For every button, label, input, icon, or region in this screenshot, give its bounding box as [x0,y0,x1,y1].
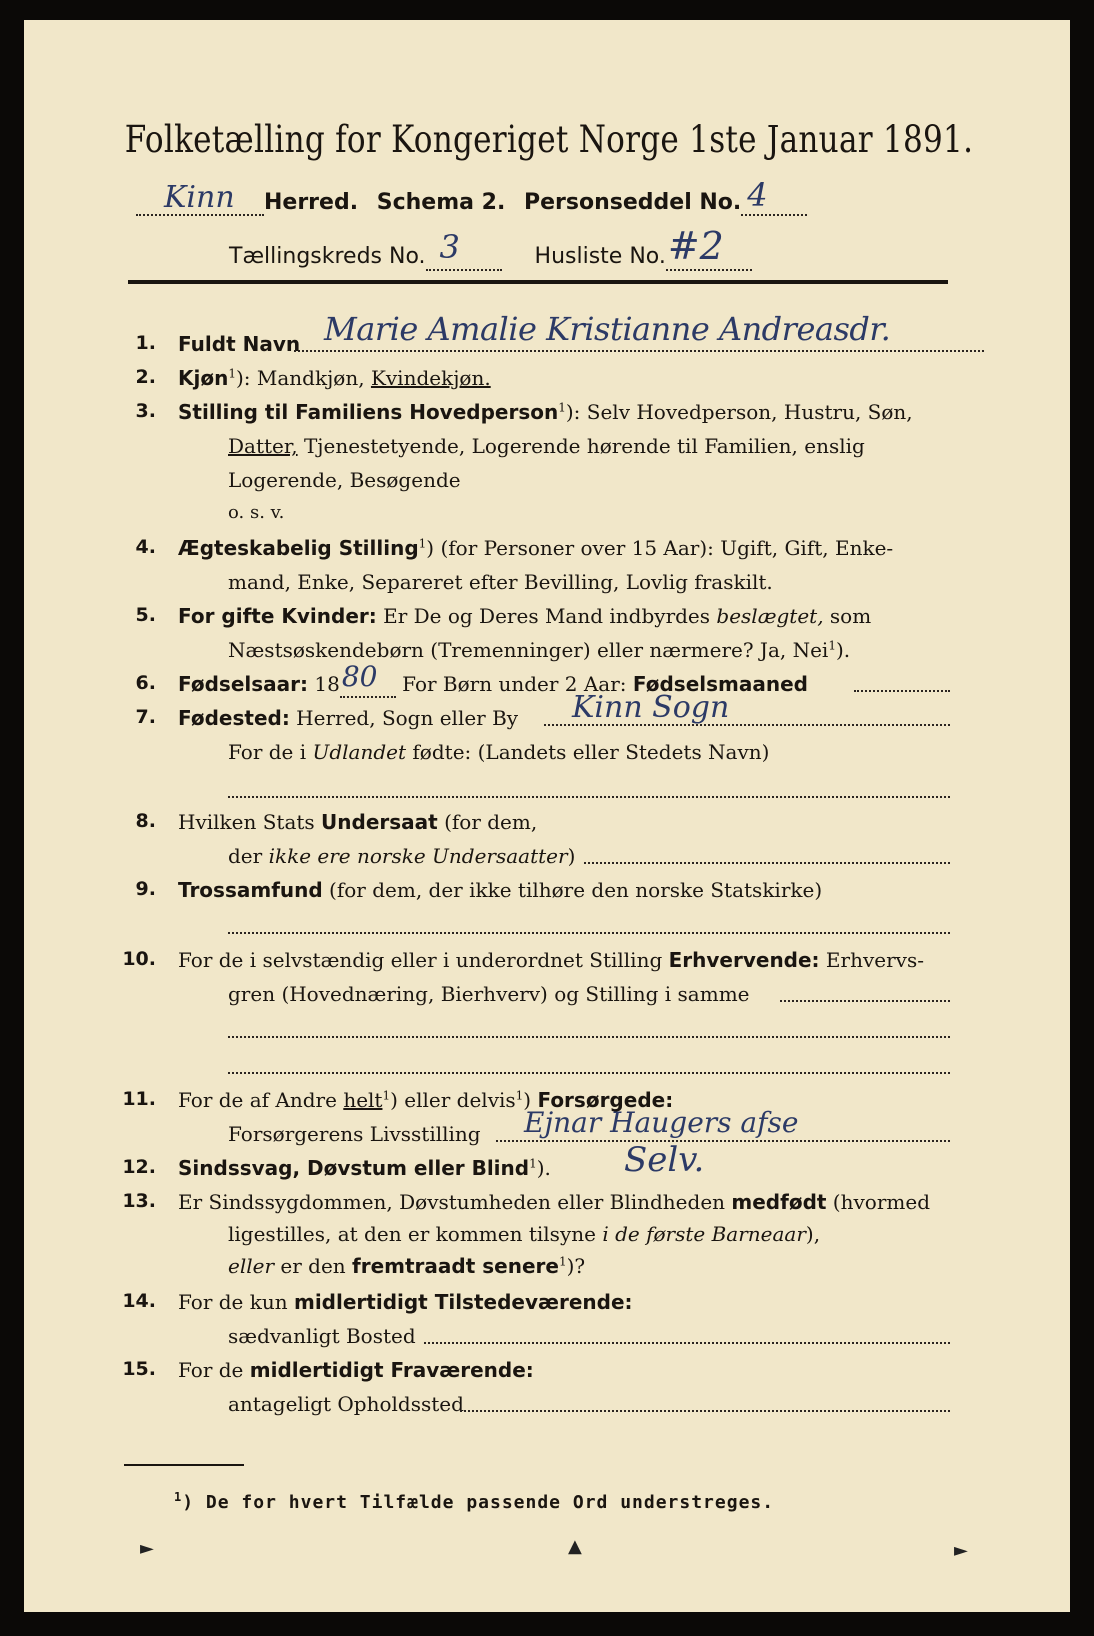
q12-text: ). [536,1156,551,1180]
q9-text: (for dem, der ikke tilhøre den norske Statskirke) [322,878,823,902]
q11-sup2: 1 [515,1088,524,1103]
q15-text1a: For de [178,1358,250,1382]
herred-label: Herred. [264,190,359,215]
q10-label: Erhvervende: [668,948,820,972]
q13-label3: fremtraadt senere [352,1254,559,1278]
q13-italic2: eller [228,1254,275,1278]
q1-dotted-line [294,350,984,352]
q13-sup: 1 [558,1254,567,1269]
q5-sup: 1 [828,638,836,653]
q15-label: midlertidigt Fraværende: [249,1358,534,1382]
q10-answer-line1 [228,1036,950,1038]
q3-number: 3. [135,400,156,422]
q10-number: 10. [122,948,156,970]
q7-label: Fødested: [178,706,290,730]
q13-text3a: er den [274,1254,353,1278]
q7-line1 [178,706,518,730]
q11-handwriting: Ejnar Haugers afse [524,1106,799,1139]
q5-italic: beslægtet, [716,604,824,628]
q10-dotted-line [780,1000,950,1002]
q11-text1b: ) eller delvis [390,1088,516,1112]
q10-answer-line2 [228,1072,950,1074]
q3-underlined-option: Datter, [228,434,298,458]
herred-line [136,176,807,216]
q11-line2: Forsørgerens Livsstilling [228,1122,481,1146]
q13-line3 [228,1254,585,1278]
q14-line1 [178,1290,633,1314]
q5-number: 5. [135,604,156,626]
q9-number: 9. [135,878,156,900]
q2-number: 2. [135,366,156,388]
q2-underlined-option: Kvindekjøn. [370,366,491,390]
q14-number: 14. [122,1290,156,1312]
q7-number: 7. [135,706,156,728]
q10-line1 [178,948,924,972]
q8-number: 8. [135,810,156,832]
q7-text2a: For de i [228,740,313,764]
husliste-handwriting: #2 [667,224,724,268]
q13-text2a: ligestilles, at den er kommen tilsyne [228,1222,603,1246]
q4-sup: 1 [418,536,427,551]
q3-label: Stilling til Familiens Hovedperson [178,400,559,424]
q7-italic: Udlandet [312,740,407,764]
q3-sup: 1 [558,400,566,415]
header-rule [128,280,948,284]
q9-label: Trossamfund [178,878,323,902]
q14-dotted-line [424,1342,950,1344]
q10-line2: gren (Hovednæring, Bierhverv) og Stilling i samme [228,982,750,1006]
q15-number: 15. [122,1358,156,1380]
census-form [24,20,1070,1612]
q15-dotted-line [460,1410,950,1412]
q11-dotted-line [496,1140,950,1142]
q7-handwriting-place: Kinn Sogn [572,690,730,725]
q12-sup: 1 [529,1156,537,1171]
q14-text1a: For de kun [178,1290,294,1314]
q4-line2: mand, Enke, Separeret efter Bevilling, Lovlig fraskilt. [228,570,773,594]
kreds-label: Tællingskreds No. [229,244,426,269]
q13-text2b: ), [805,1222,821,1246]
q2-text [178,366,491,390]
q9-line [178,878,822,902]
q3-line2 [228,434,865,458]
q12-handwriting: Selv. [624,1140,705,1180]
register-mark-center-icon: ▲ [568,1536,582,1557]
q6-text: For Børn under 2 Aar: [395,672,633,696]
q11-text1a: For de af Andre [178,1088,344,1112]
footnote-rule [124,1464,244,1466]
q11-text1c: ) [523,1088,538,1112]
q13-number: 13. [122,1190,156,1212]
q8-text1b: (for dem, [437,810,538,834]
q2-options: ): Mandkjøn, [235,366,371,390]
register-mark-right-icon: ► [954,1540,968,1561]
q11-number: 11. [122,1088,156,1110]
q8-dotted-line [584,862,950,864]
q8-text1a: Hvilken Stats [178,810,322,834]
q1-number: 1. [135,332,156,354]
q7-line2 [228,740,769,764]
q12-label: Sindssvag, Døvstum eller Blind [178,1156,530,1180]
q11-label: Forsørgede: [537,1088,674,1112]
form-title: Folketælling for Kongeriget Norge 1ste Januar 1891. [124,118,974,161]
q11-sup: 1 [382,1088,391,1103]
kreds-handwriting: 3 [439,228,460,266]
q8-italic: ikke ere norske Undersaatter [268,844,568,868]
q2-label: Kjøn [178,366,229,390]
schema-label: Schema 2. [376,190,506,215]
q9-answer-line [228,932,950,934]
q4-line1 [178,536,893,560]
footnote-text: ) De for hvert Tilfælde passende Ord understreges. [182,1492,775,1513]
q5-text1a: Er De og Deres Mand indbyrdes [376,604,717,628]
register-mark-left-icon: ► [140,1538,154,1559]
q6-year-handwriting: 80 [341,660,378,693]
q6-label2: Fødselsmaaned [632,672,808,696]
q13-text3b: )? [566,1254,586,1278]
q13-text1a: Er Sindssygdommen, Døvstumheden eller Blindheden [178,1190,732,1214]
q5-text2: Næstsøskendebørn (Tremenninger) eller nærmere? Ja, Nei [228,638,829,662]
q15-line1 [178,1358,534,1382]
q8-label: Undersaat [321,810,438,834]
q8-text2a: der [228,844,269,868]
q6-dotted-line [854,690,950,692]
q11-underlined: helt [343,1088,383,1112]
q13-line1 [178,1190,930,1214]
q2-sup: 1 [228,366,236,381]
q3-text1: ): Selv Hovedperson, Hustru, Søn, [565,400,913,424]
husliste-label: Husliste No. [534,244,666,269]
q5-line2 [228,638,850,662]
q12-line [178,1156,551,1180]
q3-text2: Tjenestetyende, Logerende hørende til Familien, enslig [297,434,865,458]
personseddel-label: Personseddel No. [524,190,742,215]
q13-italic: i de første Barneaar [602,1222,806,1246]
q7-text1: Herred, Sogn eller By [289,706,519,730]
q7-text2b: fødte: (Landets eller Stedets Navn) [406,740,770,764]
q5-line1 [178,604,871,628]
q4-text1: ) (for Personer over 15 Aar): Ugift, Gift, Enke- [426,536,894,560]
q6-number: 6. [135,672,156,694]
q13-label: medfødt [731,1190,827,1214]
kreds-line [229,224,752,271]
footnote-sup: 1 [174,1490,183,1504]
q8-line1 [178,810,537,834]
q12-number: 12. [122,1156,156,1178]
q3-line1 [178,400,913,424]
q6-label: Fødselsaar: [178,672,308,696]
q10-text1a: For de i selvstændig eller i underordnet Stilling [178,948,669,972]
q7-answer-line [228,796,950,798]
q10-text1b: Erhvervs- [819,948,924,972]
q3-line4: o. s. v. [228,502,285,523]
q15-line2: antageligt Opholdssted [228,1392,464,1416]
q1-handwriting-name: Marie Amalie Kristianne Andreasdr. [324,310,891,348]
q6-year-prefix: 18 [308,672,340,696]
q14-line2: sædvanligt Bosted [228,1324,416,1348]
personseddel-handwriting: 4 [747,176,768,214]
q4-number: 4. [135,536,156,558]
q5-label: For gifte Kvinder: [178,604,377,628]
q4-label: Ægteskabelig Stilling [178,536,419,560]
q8-text2b: ) [567,844,576,868]
q3-line3: Logerende, Besøgende [228,468,461,492]
q5-text1b: som [823,604,872,628]
q1-label: Fuldt Navn [178,332,301,356]
q13-line2 [228,1222,820,1246]
q14-label: midlertidigt Tilstedeværende: [293,1290,633,1314]
q13-text1b: (hvormed [826,1190,930,1214]
herred-handwriting: Kinn [164,180,235,215]
footnote [174,1490,774,1513]
q5-text2end: ). [835,638,851,662]
q8-line2 [228,844,575,868]
